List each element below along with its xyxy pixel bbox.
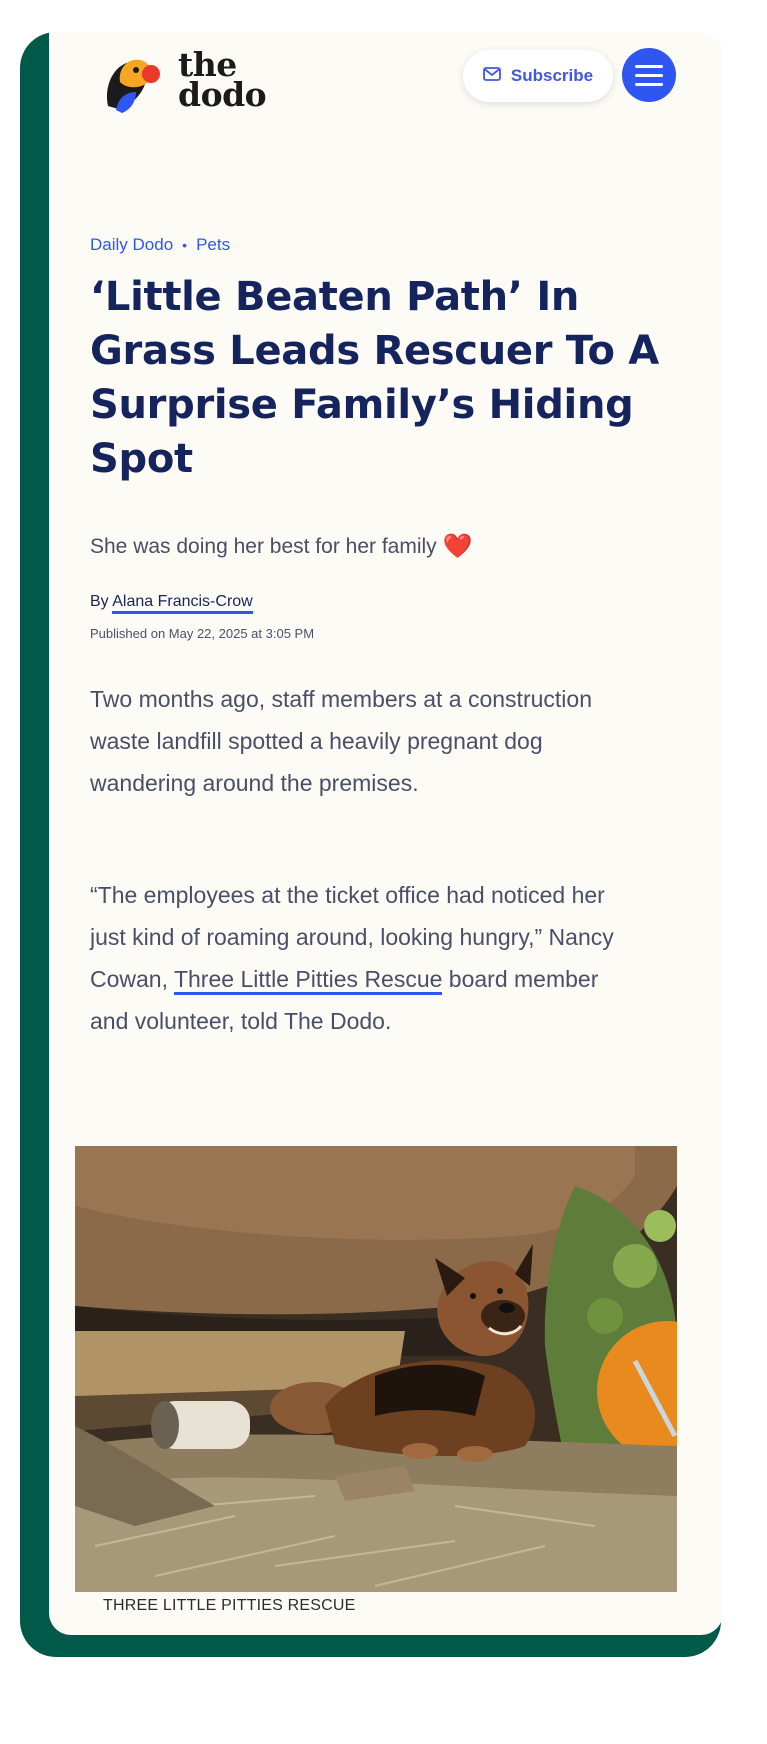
logo-text-dodo: dodo bbox=[178, 75, 267, 114]
article-dek bbox=[90, 532, 473, 561]
dodo-bird-logo-icon bbox=[94, 44, 166, 116]
article-paragraph-1: Two months ago, staff members at a construction waste landfill spotted a heavily pregnant dog wandering around the premises. bbox=[90, 686, 592, 796]
site-logo[interactable] bbox=[94, 44, 266, 116]
article-paragraph-2 bbox=[90, 874, 630, 1042]
byline bbox=[90, 593, 253, 611]
article-photo bbox=[75, 1146, 677, 1592]
hamburger-menu-icon[interactable] bbox=[622, 48, 676, 102]
separator-dot: • bbox=[182, 237, 188, 253]
logo-text-the: the bbox=[178, 45, 237, 84]
article-card bbox=[49, 32, 723, 1635]
section-link[interactable]: Pets bbox=[196, 235, 231, 254]
byline-prefix: By bbox=[90, 593, 109, 610]
author-link[interactable]: Alana Francis-Crow bbox=[112, 593, 252, 614]
dek-text: She was doing her best for her family bbox=[90, 534, 437, 558]
published-date: Published on May 22, 2025 at 3:05 PM bbox=[90, 626, 315, 641]
paragraph-2-text-before: “The employees at the ticket office had noticed her just kind of roaming around, looking hungry,” Nancy Cowan, bbox=[90, 882, 614, 992]
photo-caption: THREE LITTLE PITTIES RESCUE bbox=[103, 1597, 356, 1614]
heart-emoji: ❤️ bbox=[442, 533, 473, 560]
subscribe-button[interactable] bbox=[463, 50, 613, 102]
mail-icon bbox=[483, 66, 501, 86]
article-headline: ‘Little Beaten Path’ In Grass Leads Rescuer To A Surprise Family’s Hiding Spot bbox=[90, 274, 659, 482]
subscribe-label: Subscribe bbox=[510, 66, 594, 85]
channel-link[interactable]: Daily Dodo bbox=[90, 235, 174, 254]
paragraph-2-text-after: board member and volunteer, told The Dodo. bbox=[90, 966, 599, 1034]
logo-wordmark bbox=[178, 45, 267, 114]
breadcrumb bbox=[90, 235, 230, 255]
three-little-pitties-link[interactable]: Three Little Pitties Rescue bbox=[174, 966, 442, 995]
